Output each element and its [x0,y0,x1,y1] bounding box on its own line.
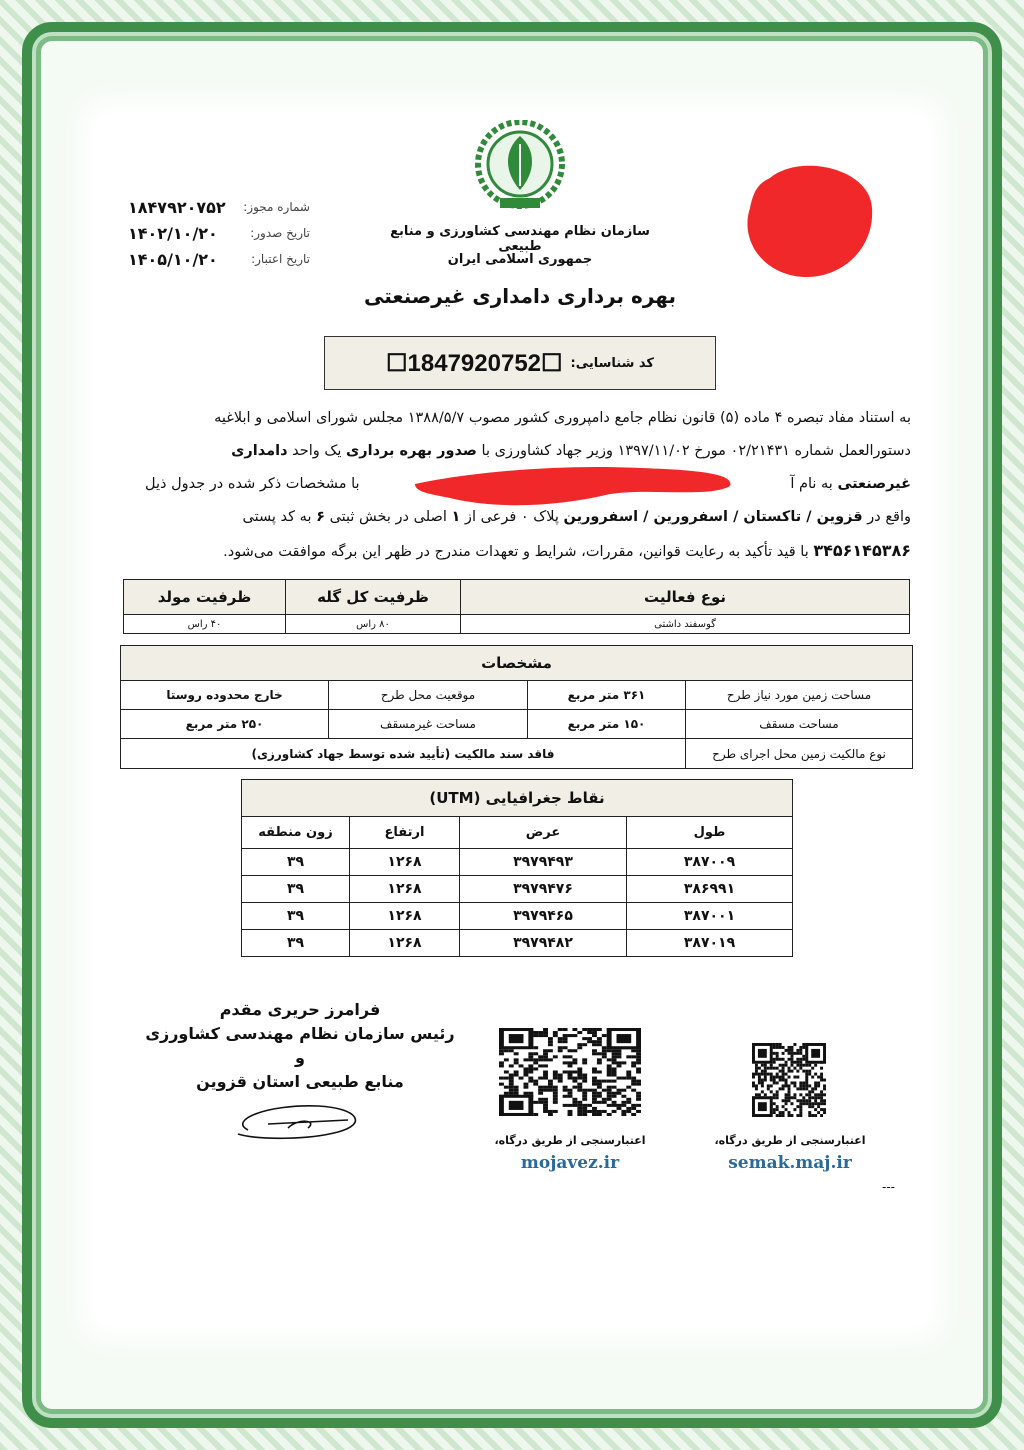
cell: گوسفند داشتی [461,615,910,634]
cell: خارج محدوده روستا [121,681,329,710]
qr-code [499,1028,641,1116]
cell: ۳۹۷۹۴۸۲ [460,930,627,957]
cell: ۳۹ [242,930,350,957]
cell: ۱۲۶۸ [350,849,460,876]
verification-label: اعتبارسنجی از طریق درگاه، [494,1134,646,1147]
text: صدور بهره برداری [345,443,477,459]
signatory-block [140,998,460,1094]
table-row [121,739,913,769]
table-row [121,681,913,710]
text: یک واحد [287,443,346,459]
body-line [145,534,911,569]
cell: ۱۲۶۸ [350,903,460,930]
table-title: نقاط جغرافیایی (UTM) [242,780,793,817]
body-line [145,501,911,534]
body-line [145,435,911,468]
cell: ۴۰ راس [124,615,286,634]
id-label: کد شناسایی: [570,355,654,371]
cell: ۱۲۶۸ [350,930,460,957]
signatory-name: فرامرز حریری مقدم [219,1000,381,1019]
col-header: نوع فعالیت [461,580,910,615]
col-header: طول [627,817,793,849]
signatory-title: رئیس سازمان نظام مهندسی کشاورزی و [145,1024,455,1067]
expiry-date-label: تاریخ اعتبار: [251,252,310,266]
cell: ۱۲۶۸ [350,876,460,903]
organization-logo [470,120,570,212]
cell: ۳۹۷۹۴۶۵ [460,903,627,930]
text: قزوین / تاکستان / اسفرورین / اسفرورین [563,509,863,525]
cell: ۳۹ [242,903,350,930]
cell: مساحت مسقف [686,710,913,739]
license-number: ۱۸۴۷۹۲۰۷۵۲ [128,197,226,217]
qr-code [752,1043,826,1117]
license-info [128,194,310,272]
verification-label: اعتبارسنجی از طریق درگاه، [714,1134,866,1147]
text: ۶ [316,509,325,525]
cell: ۳۸۶۹۹۱ [627,876,793,903]
id-number: 1847920752 [407,349,542,377]
footer-mark: --- [882,1180,895,1194]
cell: موقعیت محل طرح [329,681,528,710]
verification-semak [700,1134,880,1173]
issue-date-label: تاریخ صدور: [250,226,310,240]
text: پلاک ۰ فرعی از [460,509,564,525]
cell: مساحت زمین مورد نیاز طرح [686,681,913,710]
table-row [121,710,913,739]
semak-link[interactable]: semak.maj.ir [728,1153,852,1173]
cell: ۳۶۱ متر مربع [528,681,686,710]
text: به کد پستی [242,509,317,525]
body-line [145,468,911,501]
table-row [124,615,910,634]
cell: ۳۹ [242,876,350,903]
activity-table [123,579,910,634]
text: ۱ [451,509,461,525]
body-paragraph [145,402,911,569]
license-number-label: شماره مجوز: [243,200,310,214]
cell: ۳۸۷۰۰۱ [627,903,793,930]
verification-mojavez [480,1134,660,1173]
text: با مشخصات ذکر شده در جدول ذیل [145,476,360,492]
table-row [242,876,793,903]
cell: ۲۵۰ متر مربع [121,710,329,739]
id-value: ☐1847920752☐ [386,349,563,377]
text: غیرصنعتی [837,476,911,492]
mojavez-link[interactable]: mojavez.ir [520,1153,620,1173]
cell: فاقد سند مالکیت (تأیید شده توسط جهاد کشاورزی) [121,739,686,769]
col-header: ارتفاع [350,817,460,849]
cell: ۳۹ [242,849,350,876]
org-name: سازمان نظام مهندسی کشاورزی و منابع طبیعی [390,224,650,254]
text: دامداری [231,443,288,459]
cell: مساحت غیرمسقف [329,710,528,739]
col-header: ظرفیت کل گله [286,580,461,615]
text: دستورالعمل شماره ۰۲/۲۱۴۳۱ مورخ ۱۳۹۷/۱۱/۰۲ وزیر جهاد کشاورزی با [476,443,911,459]
id-box [324,336,716,390]
cell: ۱۵۰ متر مربع [528,710,686,739]
table-row [242,849,793,876]
redaction-mark [740,158,880,288]
text: با قید تأکید به رعایت قوانین، مقررات، شرایط و تعهدات مندرج در ظهر این برگه موافقت می‌شود. [223,544,814,560]
cell: ۳۸۷۰۰۹ [627,849,793,876]
table-title: مشخصات [121,646,913,681]
col-header: عرض [460,817,627,849]
text: واقع در [862,509,911,525]
specs-table [120,645,913,769]
col-header: ظرفیت مولد [124,580,286,615]
table-row [242,930,793,957]
cell: نوع مالکیت زمین محل اجرای طرح [686,739,913,769]
text: به نام آ [790,476,838,492]
cell: ۳۸۷۰۱۹ [627,930,793,957]
utm-table [241,779,793,957]
signature [228,1100,368,1142]
postal-code: ۳۴۵۶۱۴۵۳۸۶ [813,541,911,560]
country-name: جمهوری اسلامی ایران [447,252,593,267]
table-row [242,903,793,930]
certificate-title: بهره برداری دامداری غیرصنعتی [364,284,676,308]
expiry-date: ۱۴۰۵/۱۰/۲۰ [128,249,218,269]
text: اصلی در بخش ثبتی [324,509,452,525]
body-line: به استناد مفاد تبصره ۴ ماده (۵) قانون نظام جامع دامپروری کشور مصوب ۱۳۸۸/۵/۷ مجلس شورای اسلامی و ابلاغیه [214,410,911,426]
issue-date: ۱۴۰۲/۱۰/۲۰ [128,223,218,243]
cell: ۳۹۷۹۴۹۳ [460,849,627,876]
cell: ۸۰ راس [286,615,461,634]
signatory-title: منابع طبیعی استان قزوین [196,1072,404,1091]
col-header: زون منطقه [242,817,350,849]
cell: ۳۹۷۹۴۷۶ [460,876,627,903]
